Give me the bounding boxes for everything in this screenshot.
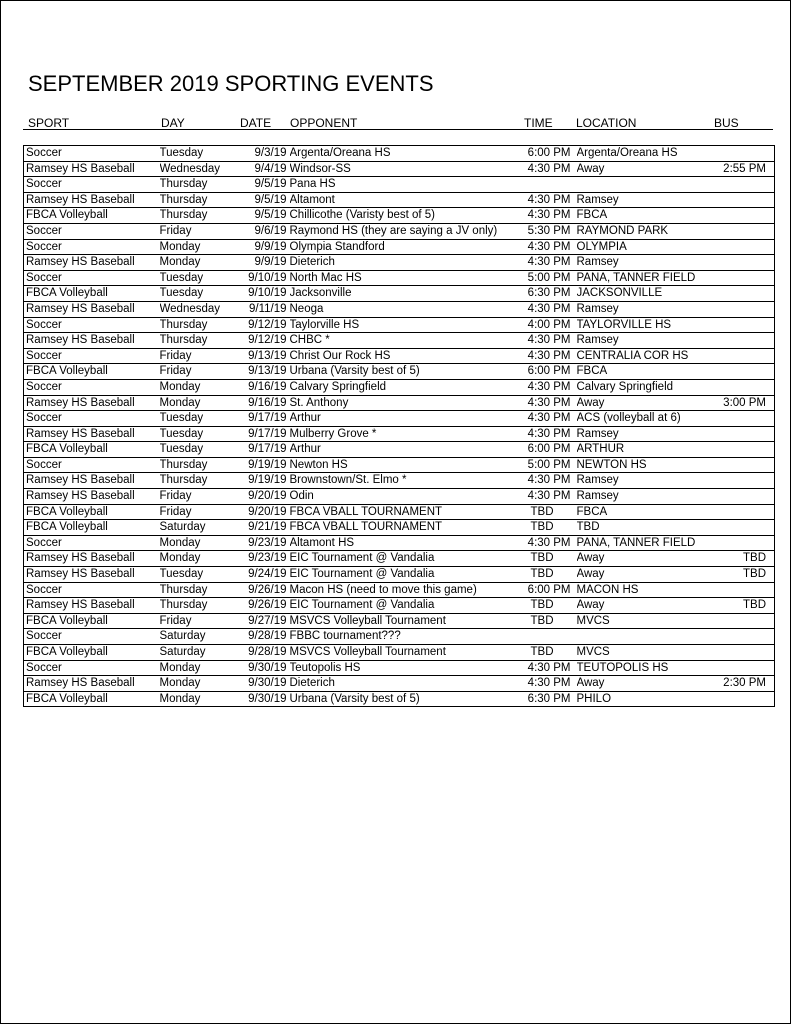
cell-time: 5:00 PM xyxy=(522,270,577,286)
cell-bus xyxy=(712,270,775,286)
cell-sport: Ramsey HS Baseball xyxy=(24,473,160,489)
cell-location: Ramsey xyxy=(577,333,712,349)
cell-sport: Soccer xyxy=(24,270,160,286)
cell-sport: FBCA Volleyball xyxy=(24,364,160,380)
cell-time: 6:00 PM xyxy=(522,582,577,598)
cell-date: 9/20/19 xyxy=(238,504,290,520)
cell-opponent: Chillicothe (Varisty best of 5) xyxy=(290,208,522,224)
table-row xyxy=(24,613,775,629)
cell-location: Away xyxy=(577,598,712,614)
cell-sport: Soccer xyxy=(24,146,160,162)
cell-time: 4:30 PM xyxy=(522,489,577,505)
cell-location: MACON HS xyxy=(577,582,712,598)
table-row xyxy=(24,520,775,536)
cell-sport: FBCA Volleyball xyxy=(24,286,160,302)
table-row xyxy=(24,270,775,286)
table-row xyxy=(24,348,775,364)
cell-location xyxy=(577,177,712,193)
cell-day: Monday xyxy=(160,691,238,707)
cell-bus xyxy=(712,613,775,629)
cell-bus: TBD xyxy=(712,567,775,583)
cell-location: FBCA xyxy=(577,208,712,224)
cell-opponent: Altamont xyxy=(290,192,522,208)
cell-sport: Soccer xyxy=(24,535,160,551)
cell-location: Away xyxy=(577,676,712,692)
cell-date: 9/30/19 xyxy=(238,691,290,707)
cell-time: 4:30 PM xyxy=(522,473,577,489)
cell-opponent: Dieterich xyxy=(290,255,522,271)
table-row xyxy=(24,286,775,302)
cell-opponent: EIC Tournament @ Vandalia xyxy=(290,567,522,583)
cell-time: 6:00 PM xyxy=(522,442,577,458)
cell-bus xyxy=(712,473,775,489)
cell-sport: Ramsey HS Baseball xyxy=(24,426,160,442)
cell-day: Thursday xyxy=(160,582,238,598)
cell-opponent: North Mac HS xyxy=(290,270,522,286)
cell-time: 5:00 PM xyxy=(522,457,577,473)
cell-bus xyxy=(712,691,775,707)
cell-bus xyxy=(712,239,775,255)
cell-date: 9/23/19 xyxy=(238,535,290,551)
table-row xyxy=(24,489,775,505)
table-row xyxy=(24,177,775,193)
cell-sport: FBCA Volleyball xyxy=(24,520,160,536)
cell-day: Friday xyxy=(160,504,238,520)
cell-sport: Ramsey HS Baseball xyxy=(24,333,160,349)
cell-day: Tuesday xyxy=(160,270,238,286)
table-row xyxy=(24,676,775,692)
cell-opponent: Teutopolis HS xyxy=(290,660,522,676)
cell-day: Thursday xyxy=(160,177,238,193)
cell-opponent: Urbana (Varsity best of 5) xyxy=(290,364,522,380)
cell-date: 9/16/19 xyxy=(238,395,290,411)
page-title: SEPTEMBER 2019 SPORTING EVENTS xyxy=(28,71,434,96)
cell-time: 6:00 PM xyxy=(522,146,577,162)
cell-sport: Ramsey HS Baseball xyxy=(24,676,160,692)
cell-sport: Soccer xyxy=(24,348,160,364)
cell-bus: TBD xyxy=(712,598,775,614)
cell-opponent: Dieterich xyxy=(290,676,522,692)
cell-day: Thursday xyxy=(160,208,238,224)
cell-date: 9/24/19 xyxy=(238,567,290,583)
cell-bus xyxy=(712,333,775,349)
cell-opponent: Arthur xyxy=(290,411,522,427)
cell-location: Ramsey xyxy=(577,489,712,505)
cell-location: FBCA xyxy=(577,504,712,520)
cell-sport: Soccer xyxy=(24,582,160,598)
cell-time: 4:30 PM xyxy=(522,660,577,676)
cell-date: 9/17/19 xyxy=(238,426,290,442)
table-row xyxy=(24,504,775,520)
cell-opponent: FBCA VBALL TOURNAMENT xyxy=(290,504,522,520)
cell-sport: Ramsey HS Baseball xyxy=(24,598,160,614)
cell-date: 9/26/19 xyxy=(238,598,290,614)
header-sport: SPORT xyxy=(28,116,70,130)
cell-location: PANA, TANNER FIELD xyxy=(577,535,712,551)
cell-day: Tuesday xyxy=(160,567,238,583)
cell-day: Wednesday xyxy=(160,161,238,177)
cell-time: 4:30 PM xyxy=(522,255,577,271)
cell-date: 9/10/19 xyxy=(238,270,290,286)
cell-sport: Soccer xyxy=(24,629,160,645)
cell-location: MVCS xyxy=(577,613,712,629)
cell-location: Calvary Springfield xyxy=(577,379,712,395)
cell-sport: FBCA Volleyball xyxy=(24,442,160,458)
cell-opponent: Calvary Springfield xyxy=(290,379,522,395)
cell-bus xyxy=(712,535,775,551)
cell-bus xyxy=(712,489,775,505)
table-row xyxy=(24,426,775,442)
cell-sport: FBCA Volleyball xyxy=(24,645,160,661)
cell-date: 9/9/19 xyxy=(238,255,290,271)
cell-date: 9/28/19 xyxy=(238,629,290,645)
header-rule xyxy=(23,129,773,130)
cell-sport: Soccer xyxy=(24,411,160,427)
cell-time: TBD xyxy=(522,613,577,629)
cell-bus: 2:55 PM xyxy=(712,161,775,177)
cell-day: Saturday xyxy=(160,520,238,536)
cell-sport: Ramsey HS Baseball xyxy=(24,395,160,411)
table-row xyxy=(24,333,775,349)
cell-location: Ramsey xyxy=(577,426,712,442)
cell-date: 9/30/19 xyxy=(238,676,290,692)
cell-bus xyxy=(712,177,775,193)
table-row xyxy=(24,535,775,551)
cell-bus xyxy=(712,582,775,598)
table-row xyxy=(24,551,775,567)
cell-location: FBCA xyxy=(577,364,712,380)
cell-date: 9/13/19 xyxy=(238,348,290,364)
table-row xyxy=(24,317,775,333)
cell-date: 9/16/19 xyxy=(238,379,290,395)
cell-day: Monday xyxy=(160,535,238,551)
header-date: DATE xyxy=(240,116,272,130)
cell-date: 9/4/19 xyxy=(238,161,290,177)
cell-location: JACKSONVILLE xyxy=(577,286,712,302)
cell-day: Monday xyxy=(160,255,238,271)
table-row xyxy=(24,442,775,458)
table-row xyxy=(24,473,775,489)
cell-bus xyxy=(712,146,775,162)
cell-location: RAYMOND PARK xyxy=(577,223,712,239)
cell-location: Ramsey xyxy=(577,255,712,271)
cell-day: Thursday xyxy=(160,317,238,333)
cell-time: 4:30 PM xyxy=(522,192,577,208)
cell-opponent: Argenta/Oreana HS xyxy=(290,146,522,162)
cell-location: Away xyxy=(577,551,712,567)
table-row xyxy=(24,223,775,239)
cell-date: 9/5/19 xyxy=(238,192,290,208)
cell-opponent: Mulberry Grove * xyxy=(290,426,522,442)
cell-day: Tuesday xyxy=(160,411,238,427)
cell-bus xyxy=(712,301,775,317)
cell-bus: TBD xyxy=(712,551,775,567)
cell-day: Monday xyxy=(160,395,238,411)
cell-bus xyxy=(712,364,775,380)
cell-sport: FBCA Volleyball xyxy=(24,613,160,629)
cell-day: Monday xyxy=(160,239,238,255)
cell-time xyxy=(522,629,577,645)
cell-time: 5:30 PM xyxy=(522,223,577,239)
table-row xyxy=(24,161,775,177)
cell-time: 4:30 PM xyxy=(522,208,577,224)
cell-location: ARTHUR xyxy=(577,442,712,458)
table-row xyxy=(24,395,775,411)
cell-opponent: FBCA VBALL TOURNAMENT xyxy=(290,520,522,536)
cell-day: Thursday xyxy=(160,473,238,489)
cell-date: 9/20/19 xyxy=(238,489,290,505)
cell-date: 9/28/19 xyxy=(238,645,290,661)
cell-sport: Ramsey HS Baseball xyxy=(24,551,160,567)
cell-location: PANA, TANNER FIELD xyxy=(577,270,712,286)
cell-opponent: Neoga xyxy=(290,301,522,317)
cell-location: TBD xyxy=(577,520,712,536)
cell-bus xyxy=(712,660,775,676)
cell-bus xyxy=(712,379,775,395)
cell-date: 9/12/19 xyxy=(238,317,290,333)
table-row xyxy=(24,301,775,317)
cell-opponent: Windsor-SS xyxy=(290,161,522,177)
cell-day: Friday xyxy=(160,364,238,380)
cell-time: 6:00 PM xyxy=(522,364,577,380)
cell-date: 9/19/19 xyxy=(238,457,290,473)
table-row xyxy=(24,660,775,676)
cell-time: 4:30 PM xyxy=(522,426,577,442)
cell-sport: Ramsey HS Baseball xyxy=(24,567,160,583)
cell-bus xyxy=(712,629,775,645)
cell-date: 9/30/19 xyxy=(238,660,290,676)
cell-time: 4:30 PM xyxy=(522,676,577,692)
cell-bus xyxy=(712,192,775,208)
cell-date: 9/17/19 xyxy=(238,442,290,458)
cell-time: 4:30 PM xyxy=(522,301,577,317)
cell-location: Ramsey xyxy=(577,192,712,208)
cell-day: Tuesday xyxy=(160,426,238,442)
cell-date: 9/19/19 xyxy=(238,473,290,489)
cell-sport: Ramsey HS Baseball xyxy=(24,192,160,208)
cell-date: 9/12/19 xyxy=(238,333,290,349)
cell-bus xyxy=(712,208,775,224)
table-row xyxy=(24,691,775,707)
cell-bus xyxy=(712,426,775,442)
cell-opponent: Macon HS (need to move this game) xyxy=(290,582,522,598)
cell-day: Monday xyxy=(160,660,238,676)
cell-opponent: Urbana (Varsity best of 5) xyxy=(290,691,522,707)
cell-day: Monday xyxy=(160,379,238,395)
cell-date: 9/5/19 xyxy=(238,177,290,193)
cell-bus: 3:00 PM xyxy=(712,395,775,411)
cell-time: TBD xyxy=(522,504,577,520)
cell-day: Tuesday xyxy=(160,286,238,302)
cell-location: ACS (volleyball at 6) xyxy=(577,411,712,427)
cell-location xyxy=(577,629,712,645)
cell-time: 4:30 PM xyxy=(522,395,577,411)
cell-day: Thursday xyxy=(160,333,238,349)
cell-time: 4:30 PM xyxy=(522,239,577,255)
cell-opponent: Taylorville HS xyxy=(290,317,522,333)
cell-location: Ramsey xyxy=(577,473,712,489)
cell-sport: FBCA Volleyball xyxy=(24,691,160,707)
cell-location: MVCS xyxy=(577,645,712,661)
cell-opponent: Altamont HS xyxy=(290,535,522,551)
cell-location: NEWTON HS xyxy=(577,457,712,473)
cell-time xyxy=(522,177,577,193)
cell-bus xyxy=(712,317,775,333)
cell-time: 6:30 PM xyxy=(522,691,577,707)
cell-time: 4:30 PM xyxy=(522,161,577,177)
cell-time: 4:30 PM xyxy=(522,535,577,551)
cell-sport: Ramsey HS Baseball xyxy=(24,161,160,177)
cell-day: Saturday xyxy=(160,629,238,645)
table-row xyxy=(24,239,775,255)
cell-sport: Soccer xyxy=(24,177,160,193)
cell-date: 9/13/19 xyxy=(238,364,290,380)
cell-bus xyxy=(712,223,775,239)
cell-location: TAYLORVILLE HS xyxy=(577,317,712,333)
table-row xyxy=(24,645,775,661)
cell-opponent: CHBC * xyxy=(290,333,522,349)
cell-date: 9/11/19 xyxy=(238,301,290,317)
header-time: TIME xyxy=(524,116,553,130)
cell-day: Monday xyxy=(160,551,238,567)
cell-time: 4:30 PM xyxy=(522,348,577,364)
cell-opponent: Olympia Standford xyxy=(290,239,522,255)
cell-date: 9/10/19 xyxy=(238,286,290,302)
cell-sport: Soccer xyxy=(24,660,160,676)
table-row xyxy=(24,598,775,614)
cell-opponent: St. Anthony xyxy=(290,395,522,411)
cell-day: Thursday xyxy=(160,457,238,473)
cell-bus xyxy=(712,255,775,271)
cell-opponent: EIC Tournament @ Vandalia xyxy=(290,551,522,567)
table-row xyxy=(24,364,775,380)
cell-bus xyxy=(712,645,775,661)
cell-location: CENTRALIA COR HS xyxy=(577,348,712,364)
table-row xyxy=(24,146,775,162)
cell-time: 4:30 PM xyxy=(522,379,577,395)
cell-bus xyxy=(712,520,775,536)
cell-location: Argenta/Oreana HS xyxy=(577,146,712,162)
cell-time: TBD xyxy=(522,551,577,567)
cell-sport: Soccer xyxy=(24,239,160,255)
cell-day: Saturday xyxy=(160,645,238,661)
cell-day: Friday xyxy=(160,223,238,239)
cell-bus xyxy=(712,348,775,364)
table-row xyxy=(24,629,775,645)
cell-opponent: MSVCS Volleyball Tournament xyxy=(290,645,522,661)
cell-day: Friday xyxy=(160,348,238,364)
cell-day: Thursday xyxy=(160,192,238,208)
header-location: LOCATION xyxy=(576,116,637,130)
cell-sport: Ramsey HS Baseball xyxy=(24,255,160,271)
table-row xyxy=(24,567,775,583)
cell-date: 9/23/19 xyxy=(238,551,290,567)
cell-location: Away xyxy=(577,395,712,411)
cell-opponent: Odin xyxy=(290,489,522,505)
cell-day: Wednesday xyxy=(160,301,238,317)
table-row xyxy=(24,255,775,271)
cell-bus xyxy=(712,442,775,458)
cell-location: Away xyxy=(577,161,712,177)
cell-date: 9/6/19 xyxy=(238,223,290,239)
cell-opponent: MSVCS Volleyball Tournament xyxy=(290,613,522,629)
cell-opponent: Jacksonville xyxy=(290,286,522,302)
cell-time: TBD xyxy=(522,567,577,583)
cell-sport: Soccer xyxy=(24,379,160,395)
cell-opponent: Christ Our Rock HS xyxy=(290,348,522,364)
cell-opponent: FBBC tournament??? xyxy=(290,629,522,645)
cell-date: 9/26/19 xyxy=(238,582,290,598)
cell-time: 4:30 PM xyxy=(522,333,577,349)
cell-location: PHILO xyxy=(577,691,712,707)
cell-bus xyxy=(712,504,775,520)
table-row xyxy=(24,192,775,208)
table-row xyxy=(24,208,775,224)
cell-day: Friday xyxy=(160,489,238,505)
cell-date: 9/9/19 xyxy=(238,239,290,255)
header-day: DAY xyxy=(161,116,185,130)
cell-location: Ramsey xyxy=(577,301,712,317)
cell-time: 4:30 PM xyxy=(522,411,577,427)
cell-opponent: Brownstown/St. Elmo * xyxy=(290,473,522,489)
cell-opponent: Raymond HS (they are saying a JV only) xyxy=(290,223,522,239)
cell-time: TBD xyxy=(522,520,577,536)
table-row xyxy=(24,582,775,598)
header-bus: BUS xyxy=(714,116,739,130)
cell-sport: FBCA Volleyball xyxy=(24,504,160,520)
cell-opponent: Newton HS xyxy=(290,457,522,473)
cell-day: Friday xyxy=(160,613,238,629)
cell-sport: Ramsey HS Baseball xyxy=(24,301,160,317)
cell-day: Monday xyxy=(160,676,238,692)
cell-bus xyxy=(712,411,775,427)
cell-opponent: Pana HS xyxy=(290,177,522,193)
cell-bus xyxy=(712,286,775,302)
table-row xyxy=(24,411,775,427)
cell-date: 9/5/19 xyxy=(238,208,290,224)
table-row xyxy=(24,457,775,473)
cell-bus: 2:30 PM xyxy=(712,676,775,692)
cell-sport: Soccer xyxy=(24,317,160,333)
cell-location: Away xyxy=(577,567,712,583)
table-row xyxy=(24,379,775,395)
cell-sport: Soccer xyxy=(24,223,160,239)
cell-location: OLYMPIA xyxy=(577,239,712,255)
cell-bus xyxy=(712,457,775,473)
cell-time: TBD xyxy=(522,598,577,614)
cell-day: Tuesday xyxy=(160,442,238,458)
cell-time: TBD xyxy=(522,645,577,661)
cell-sport: Soccer xyxy=(24,457,160,473)
cell-day: Thursday xyxy=(160,598,238,614)
cell-sport: Ramsey HS Baseball xyxy=(24,489,160,505)
cell-date: 9/3/19 xyxy=(238,146,290,162)
cell-date: 9/17/19 xyxy=(238,411,290,427)
cell-time: 4:00 PM xyxy=(522,317,577,333)
schedule-table xyxy=(23,145,775,707)
cell-date: 9/27/19 xyxy=(238,613,290,629)
cell-date: 9/21/19 xyxy=(238,520,290,536)
cell-location: TEUTOPOLIS HS xyxy=(577,660,712,676)
cell-day: Tuesday xyxy=(160,146,238,162)
cell-sport: FBCA Volleyball xyxy=(24,208,160,224)
cell-opponent: Arthur xyxy=(290,442,522,458)
header-opponent: OPPONENT xyxy=(290,116,358,130)
cell-opponent: EIC Tournament @ Vandalia xyxy=(290,598,522,614)
cell-time: 6:30 PM xyxy=(522,286,577,302)
